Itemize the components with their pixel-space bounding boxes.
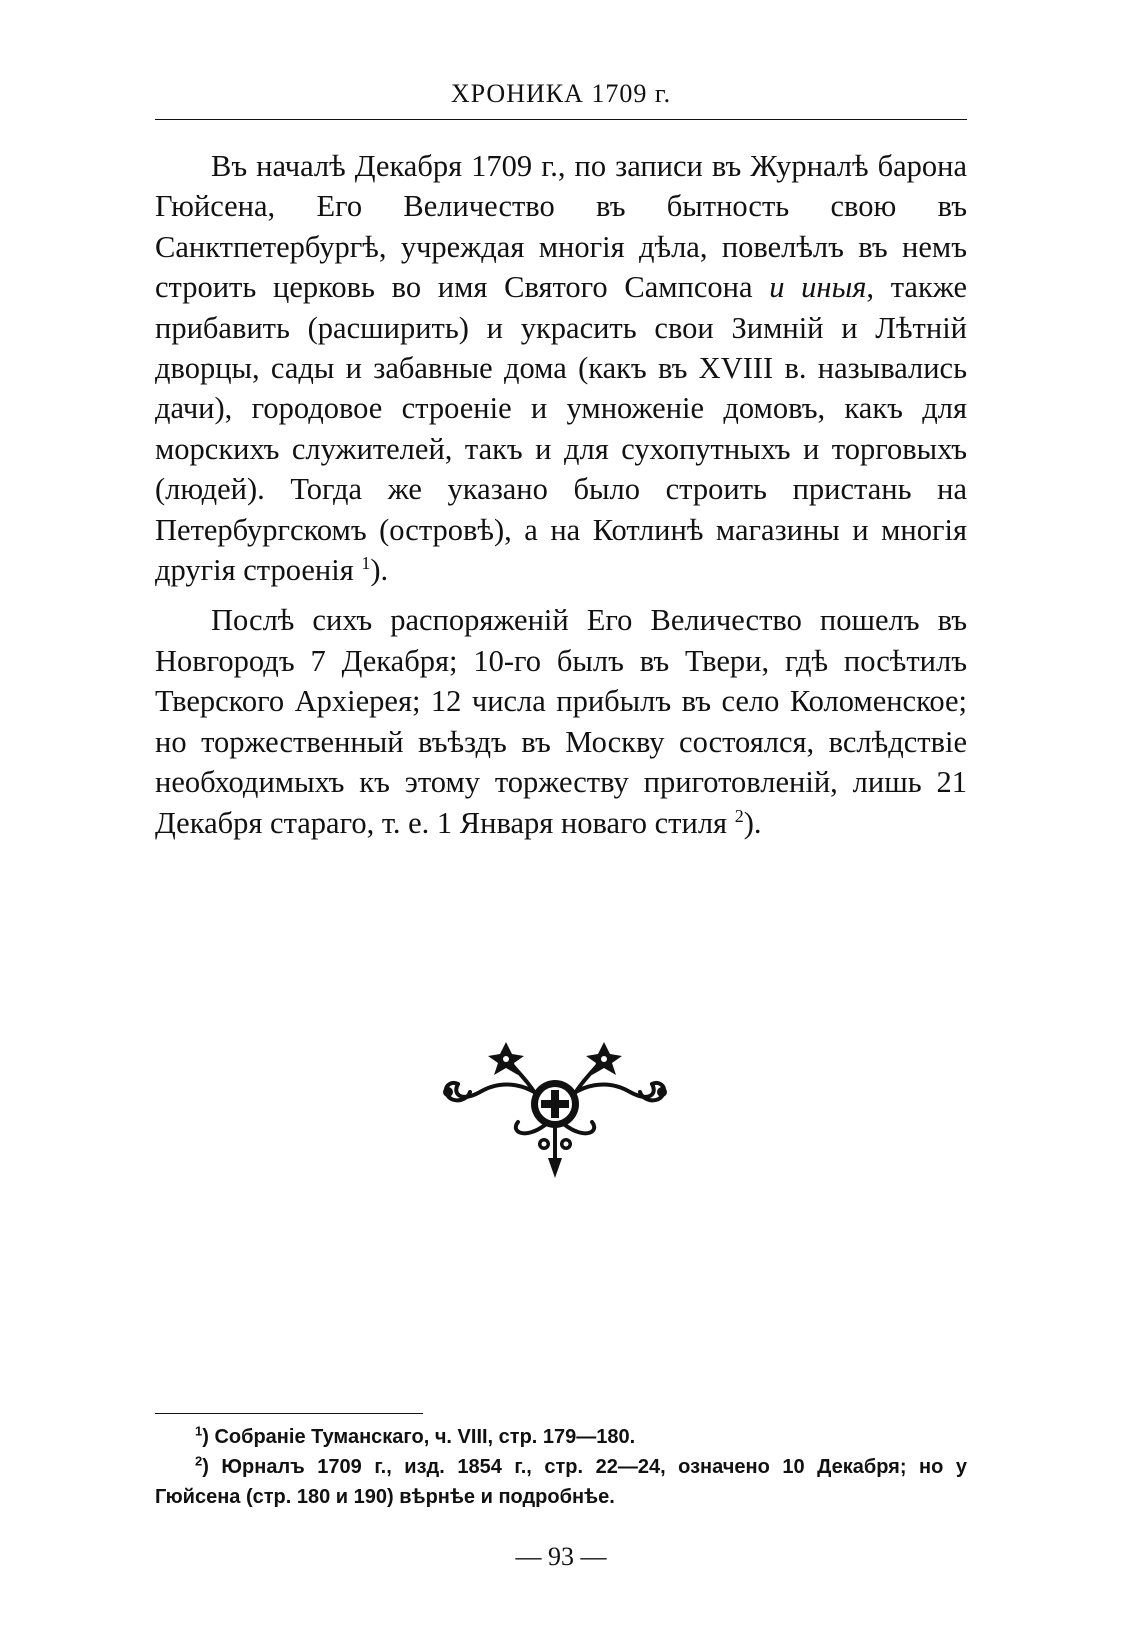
paragraph-2-ending: ). [743, 805, 762, 840]
running-title: ХРОНИКА 1709 г. [450, 79, 672, 108]
footnote-ref-1: 1 [361, 552, 371, 573]
footnotes [155, 1422, 967, 1512]
main-text [155, 146, 967, 853]
page-number: — 93 — [515, 1542, 607, 1571]
paragraph-2-text: Послѣ сихъ распоряженій Его Величество пошелъ въ Новгородъ 7 Декабря; 10-го былъ въ Твери, гдѣ посѣтилъ Тверского Архіерея; 12 числа прибылъ въ село Коломенское; но торжественный въѣздъ въ Москву состоялся, вслѣдствіе необходимыхъ къ этому торжеству приготовленій, лишь 21 Декабря стараго, т. е. 1 Января новаго стиля [155, 603, 967, 840]
paragraph-2 [155, 600, 967, 842]
footnote-2 [155, 1452, 967, 1512]
paragraph-1-italic: и иныя [769, 270, 867, 305]
paragraph-1-ending: ). [370, 553, 389, 588]
paragraph-1-text-a: Въ началѣ Декабря 1709 г., по записи въ Журналѣ барона Гюйсена, Его Величество въ бытность свою въ Санктпетербургѣ, учреждая многія дѣла, повелѣлъ въ немъ строить церковь во имя Святого Сампсона [155, 149, 967, 305]
paragraph-1-text-b: , также прибавить (расширить) и украсить свои Зимній и Лѣтній дворцы, сады и забавные дома (какъ въ XVIII в. назывались дачи), городовое строеніе и умноженіе домовъ, какъ для морскихъ служителей, такъ и для сухопутныхъ и торговыхъ (людей). Тогда же указано было строить пристань на Петербургскомъ (островѣ), а на Котлинѣ магазины и многія другія строенія [155, 270, 967, 588]
footnote-ref-2: 2 [734, 805, 744, 826]
header-rule [155, 119, 967, 120]
paragraph-1 [155, 146, 967, 590]
footnote-2-text: ) Юрналъ 1709 г., изд. 1854 г., стр. 22—24, означено 10 Декабря; но у Гюйсена (стр. 180 и 190) вѣрнѣе и подробнѣе. [155, 1456, 967, 1508]
footnote-1-marker: 1 [195, 1423, 203, 1439]
footnote-1-text: ) Собраніе Туманскаго, ч. VIII, стр. 179—180. [202, 1426, 636, 1448]
footnote-rule [155, 1413, 423, 1414]
floral-ornament-icon [440, 1040, 670, 1180]
footnote-1 [155, 1422, 967, 1452]
footnote-2-marker: 2 [195, 1453, 203, 1469]
